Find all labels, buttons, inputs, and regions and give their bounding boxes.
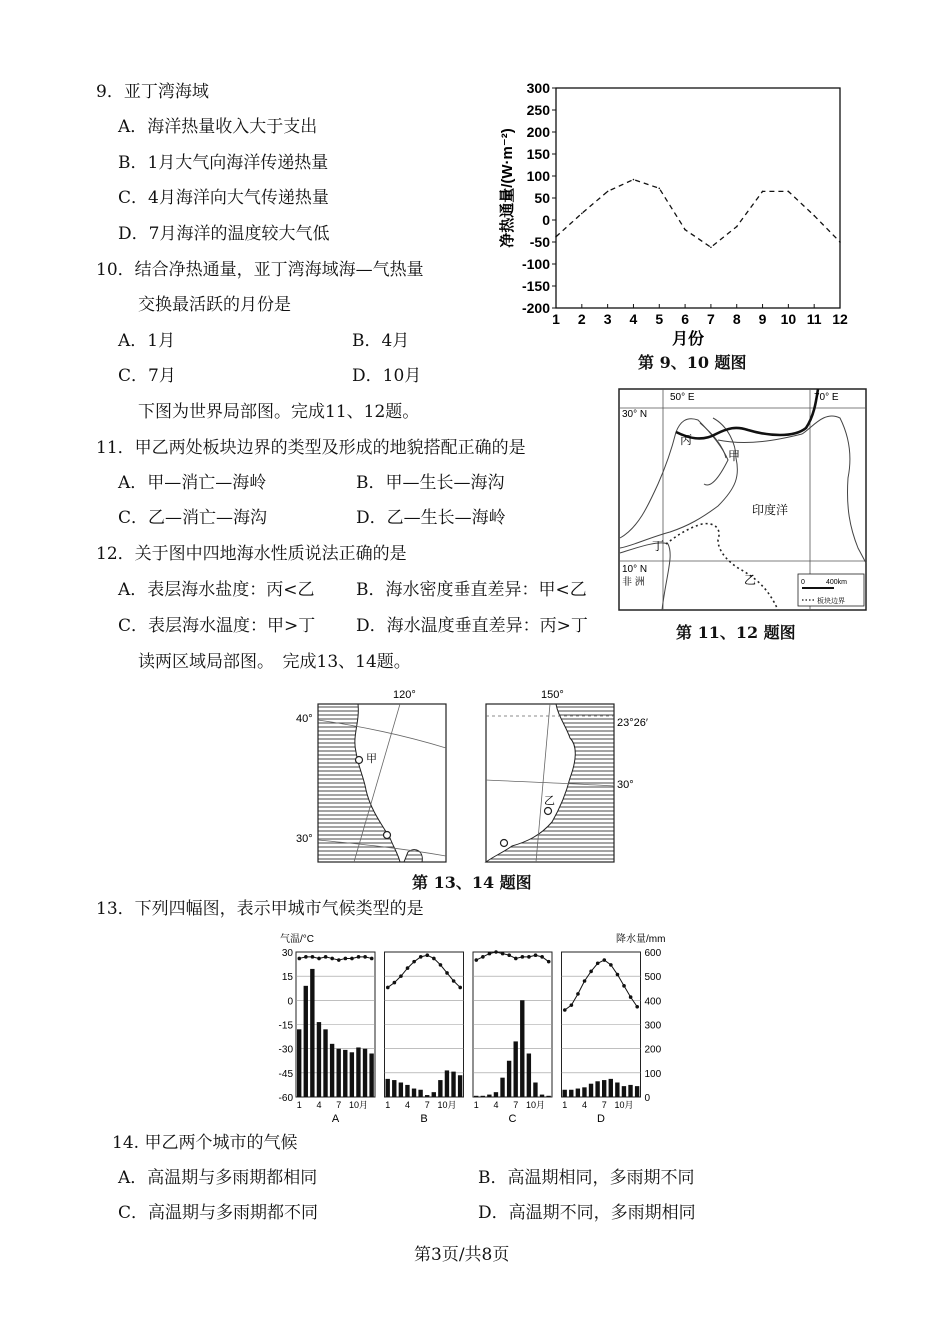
temp-point	[432, 957, 436, 961]
panel-label: A	[331, 1113, 340, 1125]
temp-point	[576, 992, 580, 996]
temp-point	[547, 960, 551, 964]
x-tick-label: 3	[603, 311, 612, 327]
map1-lon70: 70° E	[814, 392, 839, 403]
month-label: 1	[473, 1100, 479, 1110]
month-label: 4	[493, 1100, 499, 1110]
q14-option-d: D．高温期不同，多雨期相同	[478, 1203, 696, 1223]
y-tick-label: -100	[521, 256, 550, 272]
map2-left-lat30: 30°	[296, 833, 313, 845]
x-tick-label: 4	[629, 311, 638, 327]
month-label: 1	[385, 1100, 391, 1110]
precip-bar	[527, 1054, 531, 1098]
precip-tick-label: 100	[644, 1068, 662, 1080]
data-point	[581, 213, 583, 215]
precip-bar	[569, 1090, 573, 1097]
plot-frame	[556, 88, 840, 308]
map1-label-ocean: 印度洋	[752, 503, 789, 517]
q10-option-c: C．7月	[118, 366, 176, 386]
temp-point	[406, 966, 410, 970]
precip-tick-label: 400	[644, 996, 662, 1008]
data-point	[710, 246, 712, 248]
temp-point	[419, 955, 423, 959]
y-tick-label: 50	[534, 190, 550, 206]
x-tick-label: 8	[732, 311, 741, 327]
temp-tick-label: -45	[278, 1068, 293, 1080]
x-tick-label: 9	[758, 311, 767, 327]
temp-point	[439, 963, 443, 967]
temp-point	[514, 957, 518, 961]
intro-13-14: 读两区域局部图。 完成13、14题。	[138, 652, 411, 672]
temp-point	[317, 957, 321, 961]
precip-bar	[563, 1090, 567, 1097]
q14-option-a: A．高温期与多雨期都相同	[118, 1168, 318, 1188]
temp-point	[602, 958, 606, 962]
q12-stem: 12．关于图中四地海水性质说法正确的是	[96, 544, 407, 564]
precip-bar	[494, 1092, 498, 1097]
precip-tick-label: 200	[644, 1044, 662, 1056]
map2-left-lat40: 40°	[296, 713, 313, 725]
precip-bar	[432, 1092, 436, 1097]
precip-bar	[425, 1095, 429, 1097]
temp-tick-label: 15	[281, 972, 293, 984]
temp-point	[609, 963, 613, 967]
data-point	[607, 191, 609, 193]
panel-label: C	[508, 1113, 517, 1125]
precip-bar	[369, 1054, 373, 1098]
temp-point	[622, 984, 626, 988]
precip-bar	[330, 1044, 334, 1097]
precip-bar	[405, 1085, 409, 1097]
temp-point	[635, 1005, 639, 1009]
temp-point	[563, 1008, 567, 1012]
y-tick-label: -200	[521, 300, 550, 316]
y-tick-label: 100	[526, 168, 550, 184]
temp-tick-label: -30	[278, 1044, 293, 1056]
fig1314-caption: 第 13、14 题图	[412, 873, 532, 892]
q12-option-a: A．表层海水盐度：丙<乙	[118, 580, 315, 600]
q10-option-b: B．4月	[352, 331, 410, 351]
precip-bar	[622, 1086, 626, 1097]
temp-point	[350, 957, 354, 961]
temp-point	[324, 955, 328, 959]
precip-bar	[451, 1072, 455, 1097]
q12-option-d: D．海水温度垂直差异：丙>丁	[356, 616, 588, 636]
page-footer: 第3页/共8页	[414, 1245, 510, 1265]
precip-bar	[337, 1049, 341, 1097]
temp-point	[304, 955, 308, 959]
intro-11-12: 下图为世界局部图。完成11、12题。	[138, 402, 420, 422]
q11-option-d: D．乙—生长—海岭	[356, 508, 506, 528]
fig1112-caption: 第 11、12 题图	[676, 623, 796, 642]
temp-tick-label: -60	[278, 1093, 293, 1104]
x-tick-label: 1	[552, 311, 560, 327]
q11-stem: 11．甲乙两处板块边界的类型及形成的地貌搭配正确的是	[96, 438, 526, 458]
temp-point	[589, 970, 593, 974]
q11-option-b: B．甲—生长—海沟	[356, 473, 505, 493]
precip-tick-label: 300	[644, 1020, 662, 1032]
map1-label-africa: 非 洲	[622, 577, 645, 588]
temp-point	[629, 995, 633, 999]
q14-option-b: B．高温期相同，多雨期不同	[478, 1168, 695, 1188]
month-label: 10月	[526, 1100, 546, 1110]
month-label: 4	[405, 1100, 411, 1110]
month-label: 7	[336, 1100, 342, 1110]
precip-axis-label: 降水量/mm	[616, 934, 666, 945]
x-tick-label: 10	[780, 311, 797, 327]
temp-point	[540, 955, 544, 959]
net-heat-flux-chart	[490, 78, 850, 348]
map2-right-yi: 乙	[544, 795, 555, 807]
q9-option-a: A．海洋热量收入大于支出	[118, 117, 318, 137]
precip-bar	[343, 1050, 347, 1097]
month-label: 7	[424, 1100, 430, 1110]
temp-tick-label: 0	[287, 996, 293, 1008]
panel-label: B	[420, 1113, 428, 1125]
precip-bar	[323, 1029, 327, 1097]
precip-bar	[546, 1096, 550, 1097]
map1-lon50: 50° E	[670, 392, 695, 403]
map1-scale-label: 400km	[826, 579, 848, 586]
map1-label-jia: 甲	[728, 449, 741, 463]
map1-lat10: 10° N	[622, 564, 648, 575]
temp-point	[363, 955, 367, 959]
precip-bar	[582, 1087, 586, 1097]
temp-tick-label: 30	[281, 948, 293, 959]
q11-option-a: A．甲—消亡—海岭	[118, 473, 267, 493]
data-point	[839, 241, 841, 243]
precip-bar	[418, 1090, 422, 1097]
precip-bar	[487, 1095, 491, 1097]
month-label: 10月	[437, 1100, 457, 1110]
x-tick-label: 6	[681, 311, 689, 327]
y-tick-label: 200	[526, 124, 550, 140]
q10-option-a: A．1月	[118, 331, 176, 351]
temp-point	[311, 955, 315, 959]
x-tick-label: 12	[832, 311, 848, 327]
map1-label-ding: 丁	[652, 539, 665, 553]
y-axis-label: 净热通量/(W·m⁻²)	[499, 128, 516, 248]
month-label: 7	[513, 1100, 519, 1110]
map2-right-lat30: 30°	[617, 779, 634, 791]
temp-point	[481, 955, 485, 959]
temp-tick-label: -15	[278, 1020, 293, 1032]
temp-point	[596, 961, 600, 965]
q9-option-b: B．1月大气向海洋传递热量	[118, 153, 329, 173]
precip-bar	[589, 1084, 593, 1097]
precip-bar	[458, 1075, 462, 1097]
precip-tick-label: 500	[644, 972, 662, 984]
precip-bar	[392, 1080, 396, 1097]
temp-point	[616, 973, 620, 977]
panel-label: D	[597, 1113, 605, 1125]
precip-bar	[438, 1080, 442, 1097]
temp-point	[297, 957, 301, 961]
temp-point	[357, 955, 361, 959]
month-label: 4	[316, 1100, 322, 1110]
temp-point	[507, 953, 511, 957]
precip-bar	[507, 1061, 511, 1097]
data-point	[684, 229, 686, 231]
temp-point	[521, 955, 525, 959]
temp-point	[393, 981, 397, 985]
data-point	[555, 236, 557, 238]
q10-option-d: D．10月	[352, 366, 422, 386]
y-tick-label: -150	[521, 278, 550, 294]
x-tick-label: 7	[707, 311, 715, 327]
x-tick-label: 2	[577, 311, 586, 327]
world-partial-map	[618, 388, 868, 612]
fig910-caption: 第 9、10 题图	[638, 353, 747, 372]
temp-point	[488, 952, 492, 956]
precip-bar	[609, 1079, 613, 1097]
precip-bar	[514, 1041, 518, 1097]
q14-option-c: C．高温期与多雨期都不同	[118, 1203, 319, 1223]
precip-bar	[297, 1029, 301, 1097]
month-label: 4	[582, 1100, 588, 1110]
precip-bar	[412, 1089, 416, 1097]
map2-left-lon: 120°	[393, 689, 416, 701]
precip-bar	[350, 1052, 354, 1097]
month-label: 10月	[349, 1100, 369, 1110]
q9-stem: 9．亚丁湾海域	[96, 82, 209, 102]
temp-axis-label: 气温/°C	[280, 934, 314, 945]
q10-stem-line1: 10．结合净热通量，亚丁湾海域海—气热量	[96, 260, 424, 280]
temp-point	[344, 957, 348, 961]
map1-lat30: 30° N	[622, 409, 648, 420]
precip-tick-label: 600	[644, 948, 662, 959]
temp-point	[386, 986, 390, 990]
precip-bar	[481, 1096, 485, 1097]
precip-bar	[520, 1000, 524, 1097]
temp-point	[570, 1003, 574, 1007]
precip-bar	[474, 1096, 478, 1097]
map2-left-jia: 甲	[366, 753, 377, 765]
x-tick-label: 11	[806, 311, 822, 327]
q10-stem-line2: 交换最活跃的月份是	[138, 295, 291, 315]
map1-label-yi: 乙	[744, 573, 757, 587]
precip-bar	[399, 1083, 403, 1098]
climate-charts	[266, 930, 682, 1130]
map1-label-bing: 丙	[680, 433, 693, 447]
temp-point	[399, 974, 403, 978]
y-tick-label: -50	[529, 234, 550, 250]
regional-maps	[290, 686, 670, 866]
temp-point	[370, 957, 374, 961]
map2-right-tropic: 23°26′	[617, 717, 648, 729]
precip-tick-label: 0	[644, 1093, 651, 1104]
temp-point	[412, 960, 416, 964]
precip-bar	[445, 1070, 449, 1097]
month-label: 1	[296, 1100, 302, 1110]
q9-option-d: D．7月海洋的温度较大气低	[118, 224, 330, 244]
y-tick-label: 250	[526, 102, 550, 118]
month-label: 1	[562, 1100, 568, 1110]
temp-point	[527, 955, 531, 959]
data-point	[658, 188, 660, 190]
month-label: 7	[601, 1100, 607, 1110]
temp-point	[458, 986, 462, 990]
precip-bar	[628, 1085, 632, 1097]
data-point	[633, 179, 635, 181]
temp-point	[330, 957, 334, 961]
data-point	[736, 226, 738, 228]
precip-bar	[602, 1080, 606, 1097]
precip-bar	[386, 1079, 390, 1097]
q13-stem: 13．下列四幅图，表示甲城市气候类型的是	[96, 899, 424, 919]
y-tick-label: 0	[542, 212, 550, 228]
x-axis-label: 月份	[671, 331, 705, 348]
precip-bar	[595, 1081, 599, 1097]
precip-bar	[356, 1047, 360, 1097]
precip-bar	[540, 1095, 544, 1097]
temp-point	[445, 971, 449, 975]
precip-bar	[576, 1089, 580, 1097]
precip-bar	[310, 969, 314, 1097]
map1-legend-label: 板块边界	[817, 598, 845, 605]
temp-point	[494, 950, 498, 954]
precip-bar	[635, 1086, 639, 1097]
temp-point	[534, 953, 538, 957]
precip-bar	[304, 986, 308, 1097]
q11-option-c: C．乙—消亡—海沟	[118, 508, 268, 528]
month-label: 10月	[614, 1100, 634, 1110]
q14-stem: 14. 甲乙两个城市的气候	[112, 1133, 298, 1153]
q12-option-c: C．表层海水温度：甲>丁	[118, 616, 316, 636]
precip-bar	[317, 1022, 321, 1097]
precip-bar	[615, 1083, 619, 1098]
precip-bar	[533, 1083, 537, 1098]
temp-point	[501, 952, 505, 956]
x-tick-label: 5	[655, 311, 664, 327]
y-tick-label: 300	[526, 80, 550, 96]
q9-option-c: C．4月海洋向大气传递热量	[118, 188, 329, 208]
precip-bar	[363, 1049, 367, 1097]
data-point	[762, 191, 764, 193]
temp-point	[337, 958, 341, 962]
y-tick-label: 150	[526, 146, 550, 162]
q12-option-b: B．海水密度垂直差异：甲<乙	[356, 580, 587, 600]
temp-point	[474, 958, 478, 962]
temp-point	[452, 979, 456, 983]
data-point	[788, 191, 790, 193]
temp-point	[583, 979, 587, 983]
precip-bar	[500, 1078, 504, 1097]
data-point	[813, 215, 815, 217]
map2-right-lon: 150°	[541, 689, 564, 701]
temp-point	[425, 953, 429, 957]
map1-scale-zero: 0	[801, 579, 805, 586]
